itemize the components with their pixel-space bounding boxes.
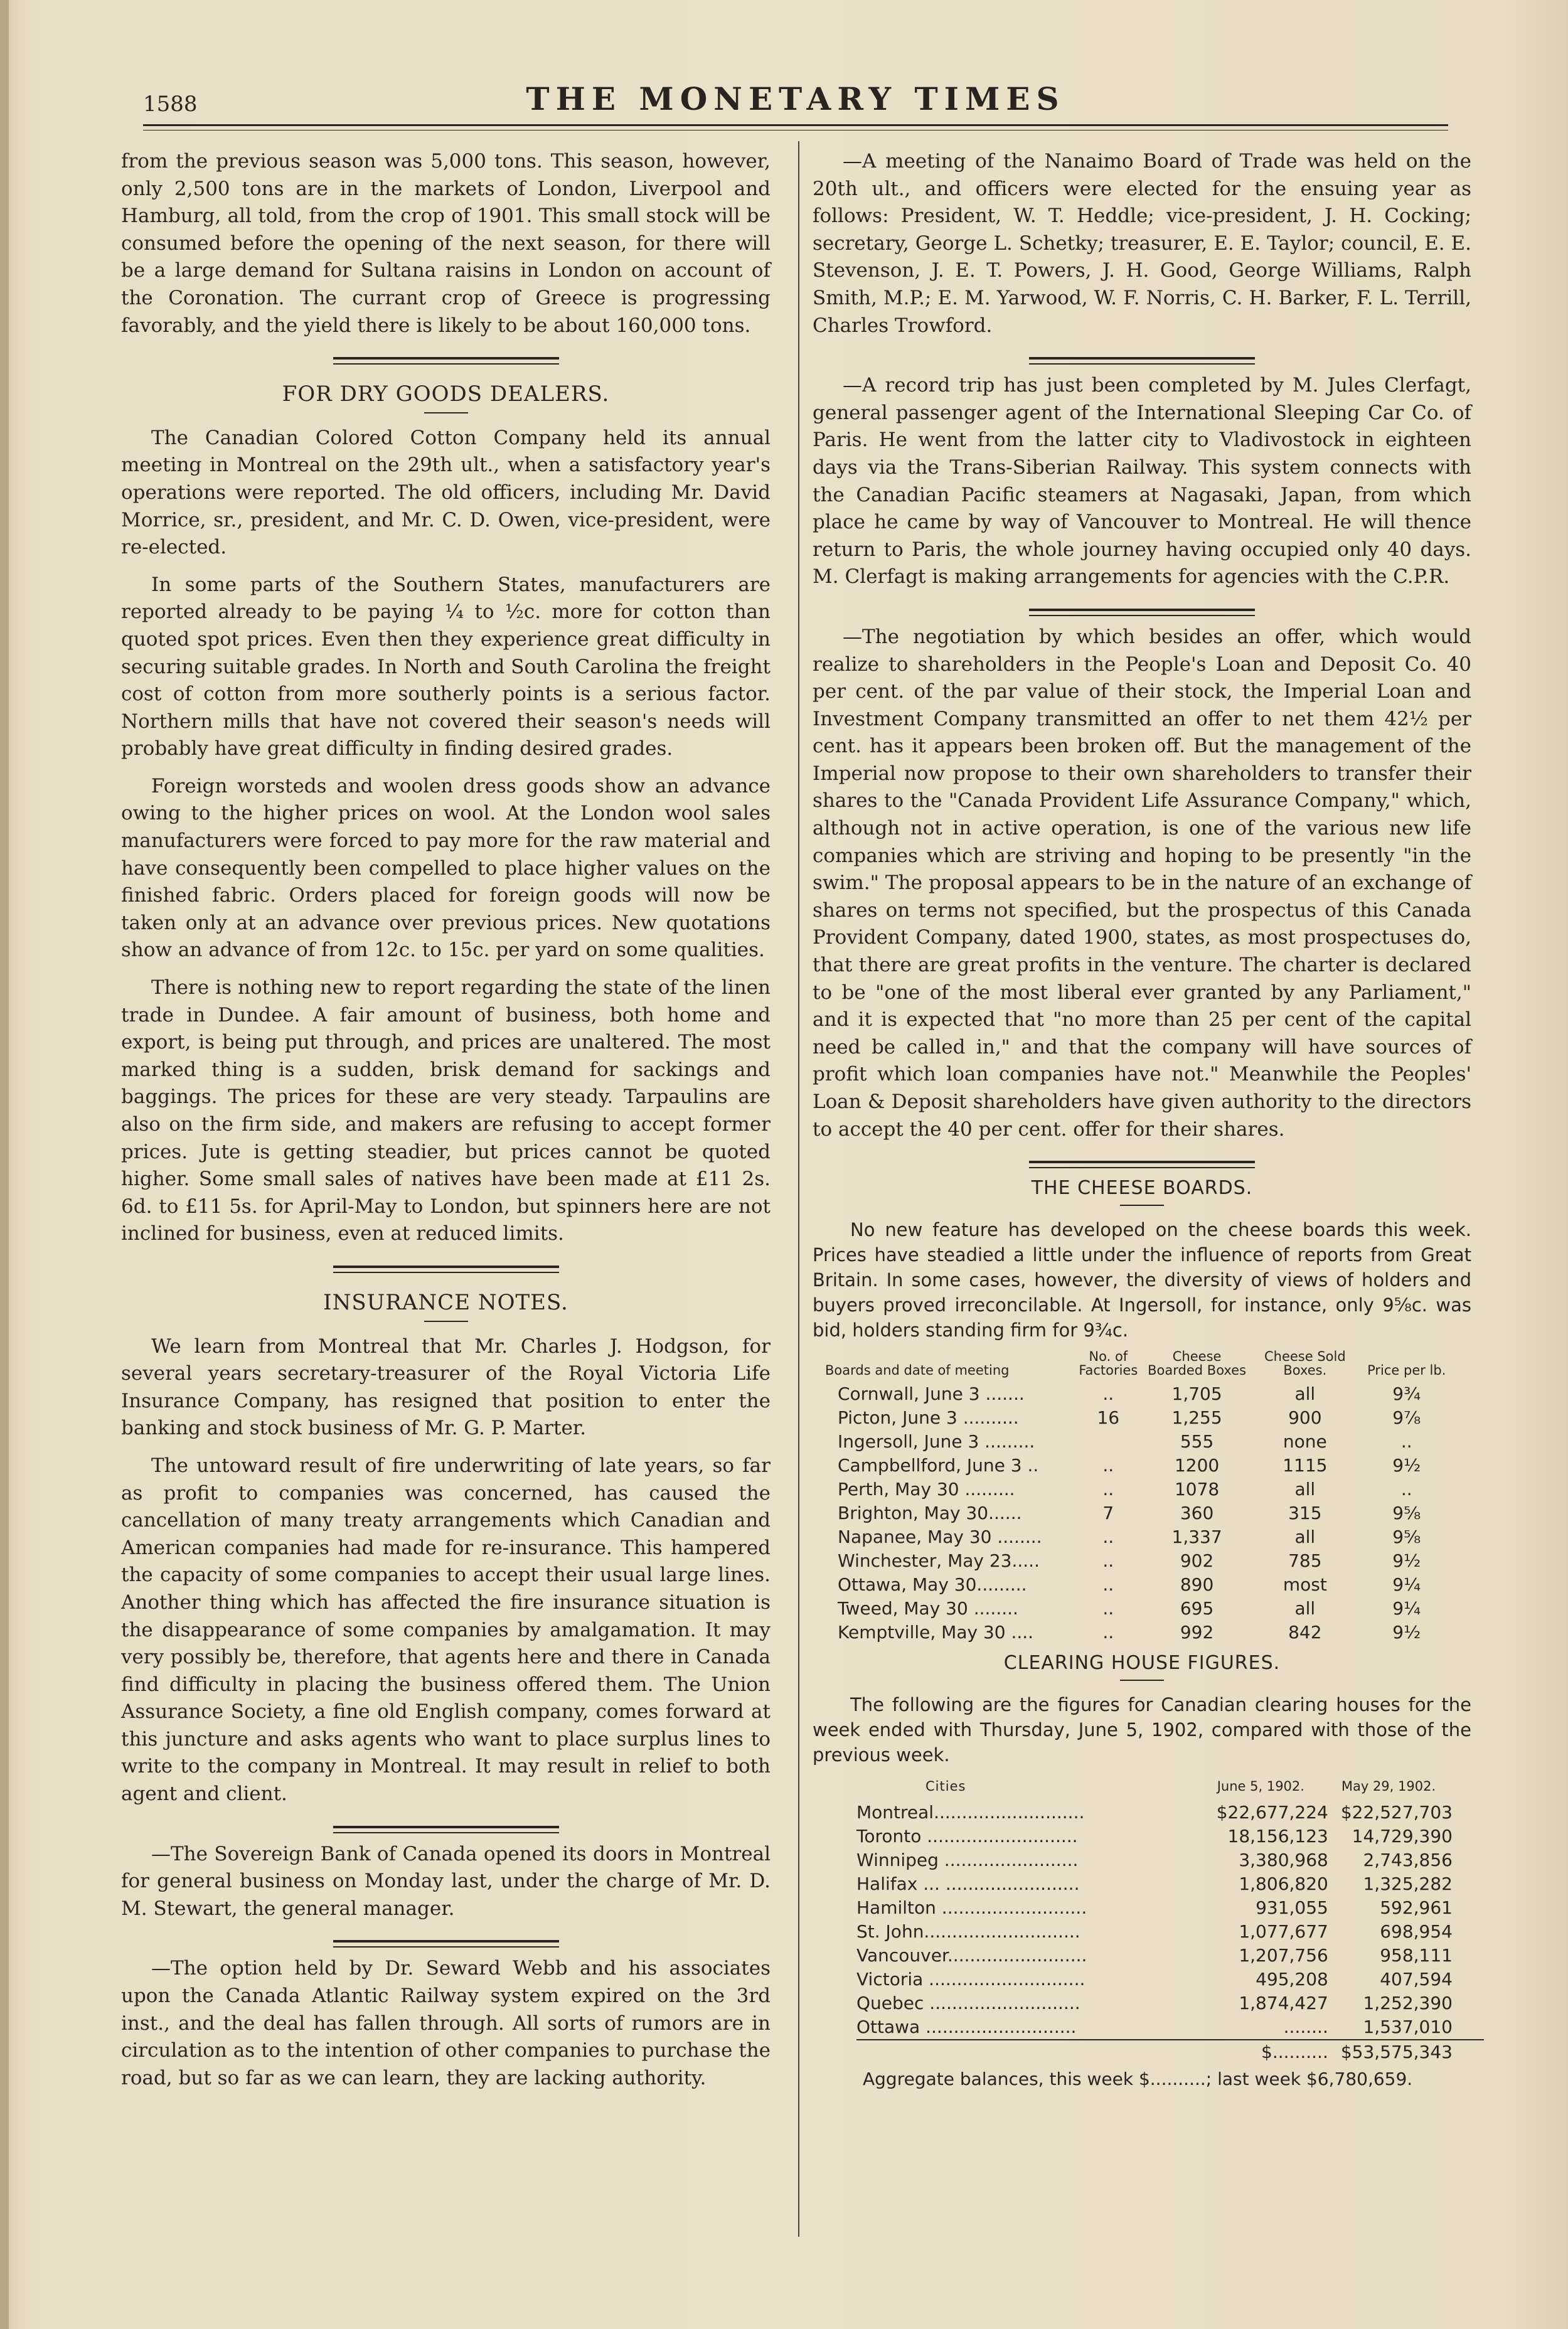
june-value-cell: 1,207,756	[1239, 1945, 1328, 1966]
section-separator	[813, 601, 1471, 624]
may-value-cell: 592,961	[1380, 1897, 1453, 1919]
table-row	[856, 1944, 1484, 1968]
boarded-cell: 1078	[1174, 1479, 1220, 1500]
insurance-heading: INSURANCE NOTES.	[323, 1289, 568, 1315]
boarded-cell: 555	[1180, 1431, 1214, 1452]
right-column	[813, 148, 1471, 2092]
board-cell: Picton, June 3 ..........	[838, 1407, 1019, 1429]
sovereign-bank-paragraph: —The Sovereign Bank of Canada opened its doors in Montreal for general business on Monday last, under the charge of Mr. D. M. Stewart, the general manager.	[121, 1842, 771, 1920]
table-row	[813, 1573, 1453, 1597]
june-value-cell: 1,077,677	[1239, 1921, 1328, 1943]
dry-goods-paragraph: There is nothing new to report regarding the state of the linen trade in Dundee. A fair amount of business, both home and export, is being put through, and prices are unaltered. The most marked thing is a sudden, brisk demand for sackings and baggings. The prices for these are very steady. Tarpaulins are also on the firm side, and makers are refusing to accept former prices. Jute is getting steadier, but prices cannot be quoted higher. Some small sales of natives have been made at £11 2s. 6d. to £11 5s. for April-May to London, but spinners here are not inclined for business, even at reduced limits.	[121, 976, 771, 1245]
section-separator	[121, 1932, 771, 1955]
table-row	[856, 1920, 1484, 1944]
column-header: Price per lb.	[1367, 1363, 1446, 1378]
aggregate-balances: Aggregate balances, this week $..........; last week $6,780,659.	[863, 2069, 1413, 2090]
table-row	[813, 1501, 1453, 1525]
table-row	[813, 1525, 1453, 1549]
table-row	[856, 1848, 1484, 1872]
sold-cell: all	[1294, 1383, 1316, 1405]
section-separator	[121, 1818, 771, 1841]
board-cell: Kemptville, May 30 ....	[838, 1622, 1034, 1643]
factories-cell: ..	[1102, 1455, 1114, 1476]
table-row	[813, 1382, 1453, 1406]
dry-goods-paragraph: In some parts of the Southern States, manufacturers are reported already to be paying ¼ to ½c. more for cotton than quoted spot prices. Even then they experience great difficulty in securing suitable grades. In North and South Carolina the freight cost of cotton from more southerly points is a serious factor. Northern mills that have not covered their season's needs will probably have great difficulty in finding desired grades.	[121, 573, 771, 760]
boarded-cell: 1,255	[1171, 1407, 1222, 1429]
table-row	[856, 1825, 1484, 1848]
sold-cell: 315	[1288, 1503, 1322, 1524]
table-row	[856, 2015, 1484, 2040]
header-rule	[143, 124, 1448, 131]
may-value-cell: 407,594	[1380, 1969, 1453, 1990]
boarded-cell: 1200	[1174, 1455, 1220, 1476]
factories-cell: 16	[1097, 1407, 1120, 1429]
board-cell: Tweed, May 30 ........	[838, 1598, 1018, 1619]
boarded-cell: 360	[1180, 1503, 1214, 1524]
heading-underline	[424, 1321, 468, 1322]
column-header: No. of Factories	[1079, 1349, 1138, 1378]
city-cell: Ottawa ...........................	[856, 2017, 1077, 2038]
factories-cell: ..	[1102, 1574, 1114, 1596]
total-june-cell: $..........	[1217, 2040, 1341, 2064]
sold-cell: 842	[1288, 1622, 1322, 1643]
may-value-cell: 958,111	[1380, 1945, 1453, 1966]
sold-cell: 1115	[1283, 1455, 1328, 1476]
board-cell: Ingersoll, June 3 .........	[838, 1431, 1035, 1452]
table-header-row	[813, 1349, 1453, 1382]
dry-goods-paragraph: Foreign worsteds and woolen dress goods show an advance owing to the higher prices on wool. At the London wool sales manufacturers were forced to pay more for the raw material and have consequently been compelled to place higher values on the finished fabric. Orders placed for foreign goods will now be taken only at an advance over previous prices. New quotations show an advance of from 12c. to 15c. per yard on some qualities.	[121, 774, 771, 962]
table-row	[856, 1968, 1484, 1991]
page-header	[143, 80, 1448, 124]
may-value-cell: 2,743,856	[1363, 1850, 1453, 1871]
city-cell: Victoria ............................	[856, 1969, 1085, 1990]
table-row	[813, 1549, 1453, 1573]
table-row	[813, 1430, 1453, 1454]
factories-cell: ..	[1102, 1527, 1114, 1548]
record-trip-paragraph: —A record trip has just been completed by M. Jules Clerfagt, general passenger agent of the International Sleeping Car Co. of Paris. He went from the latter city to Vladivostock in eighteen days via the Trans-Siberian Railway. This system connects with the Canadian Pacific steamers at Nagasaki, Japan, from which place he came by way of Vancouver to Montreal. He will thence return to Paris, the whole journey having occupied only 40 days. M. Clerfagt is making arrangements for agencies with the C.P.R.	[813, 374, 1471, 589]
heading-underline	[1120, 1205, 1164, 1206]
column-header: Boards and date of meeting	[825, 1363, 1010, 1378]
column-divider	[798, 141, 799, 2237]
june-value-cell: $22,677,224	[1216, 1802, 1328, 1823]
dry-goods-paragraph: The Canadian Colored Cotton Company held its annual meeting in Montreal on the 29th ult., when a satisfactory year's operations were reported. The old officers, including Mr. David Morrice, sr., president, and Mr. C. D. Owen, vice-president, were re-elected.	[121, 426, 771, 559]
price-cell: 9½	[1392, 1550, 1421, 1572]
boarded-cell: 1,705	[1171, 1383, 1222, 1405]
heading-underline	[1120, 1680, 1164, 1681]
boarded-cell: 890	[1180, 1574, 1214, 1596]
column-header: Cheese Sold Boxes.	[1264, 1349, 1346, 1378]
factories-cell: ..	[1102, 1383, 1114, 1405]
table-header-row	[856, 1774, 1484, 1801]
may-value-cell: 1,325,282	[1363, 1873, 1453, 1895]
june-value-cell: 931,055	[1256, 1897, 1328, 1919]
section-separator	[121, 349, 771, 372]
section-separator	[121, 1258, 771, 1281]
dry-goods-heading: FOR DRY GOODS DEALERS.	[282, 381, 610, 407]
nanaimo-paragraph: —A meeting of the Nanaimo Board of Trade was held on the 20th ult., and officers were elected for the ensuing year as follows: President, W. T. Heddle; vice-president, J. H. Cocking; secretary, George L. Schetky; treasurer, E. E. Taylor; council, E. E. Stevenson, J. E. T. Powers, J. H. Good, George Williams, Ralph Smith, M.P.; E. M. Yarwood, W. F. Norris, C. H. Barker, F. L. Terrill, Charles Trowford.	[813, 150, 1471, 337]
sold-cell: all	[1294, 1598, 1316, 1619]
table-row	[813, 1621, 1453, 1644]
sold-cell: all	[1294, 1479, 1316, 1500]
june-value-cell: 1,874,427	[1239, 1993, 1328, 2014]
price-cell: 9½	[1392, 1622, 1421, 1643]
price-cell: 9⅝	[1392, 1527, 1421, 1548]
factories-cell: ..	[1102, 1598, 1114, 1619]
may-value-cell: $22,527,703	[1340, 1802, 1453, 1823]
table-row	[813, 1597, 1453, 1621]
table-row	[856, 1991, 1484, 2015]
price-cell: ..	[1400, 1431, 1412, 1452]
page-spine-shadow	[0, 0, 9, 2329]
june-value-cell: 495,208	[1256, 1969, 1328, 1990]
factories-cell	[1072, 1430, 1145, 1454]
board-cell: Campbellford, June 3 ..	[838, 1455, 1039, 1476]
city-cell: Toronto ...........................	[856, 1826, 1078, 1847]
sold-cell: 785	[1288, 1550, 1322, 1572]
city-cell: Montreal...........................	[856, 1802, 1085, 1823]
column-header: June 5, 1902.	[1217, 1779, 1304, 1794]
may-value-cell: 1,252,390	[1363, 1993, 1453, 2014]
column-header: Cheese Boarded Boxes	[1148, 1349, 1247, 1378]
city-cell: Vancouver.........................	[856, 1945, 1087, 1966]
board-cell: Cornwall, June 3 .......	[838, 1383, 1025, 1405]
factories-cell: ..	[1102, 1550, 1114, 1572]
clearing-intro: The following are the figures for Canadian clearing houses for the week ended with Thursday, June 5, 1902, compared with those of the previous week.	[813, 1694, 1471, 1766]
city-cell: Winnipeg ........................	[856, 1850, 1079, 1871]
cheese-heading: THE CHEESE BOARDS.	[1031, 1177, 1253, 1200]
price-cell: 9¾	[1392, 1383, 1421, 1405]
sold-cell: none	[1283, 1431, 1327, 1452]
june-value-cell: 18,156,123	[1227, 1826, 1328, 1847]
table-row	[813, 1454, 1453, 1478]
clearing-house-table	[856, 1774, 1484, 2064]
june-value-cell: 1,806,820	[1239, 1873, 1328, 1895]
board-cell: Napanee, May 30 ........	[838, 1527, 1042, 1548]
city-cell: Hamilton ..........................	[856, 1897, 1087, 1919]
cheese-intro: No new feature has developed on the cheese boards this week. Prices have steadied a little under the influence of reports from Great Britain. In some cases, however, the diversity of views of holders and buyers proved irreconcilable. At Ingersoll, for instance, only 9⅝c. was bid, holders standing firm for 9¾c.	[813, 1219, 1471, 1341]
table-row	[856, 1896, 1484, 1920]
factories-cell: ..	[1102, 1479, 1114, 1500]
board-cell: Winchester, May 23.....	[838, 1550, 1040, 1572]
boarded-cell: 902	[1180, 1550, 1214, 1572]
boarded-cell: 695	[1180, 1598, 1214, 1619]
table-row	[813, 1406, 1453, 1430]
sold-cell: 900	[1288, 1407, 1322, 1429]
negotiation-paragraph: —The negotiation by which besides an offer, which would realize to shareholders in the People's Loan and Deposit Co. 40 per cent. of the par value of their stock, the Imperial Loan and Investment Company transmitted an offer to net them 42½ per cent. has it appears been broken off. But the management of the Imperial now propose to their own shareholders to transfer their shares to the "Canada Provident Life Assurance Company," which, although not in active operation, is one of the various new life companies which are striving and hoping to be presently "in the swim." The proposal appears to be in the nature of an exchange of shares on terms not specified, but the prospectus of this Canada Provident Company, dated 1900, states, as most prospectuses do, that there are great profits in the venture. The charter is declared to be "one of the most liberal ever granted by any Parliament," and it is expected that "no more than 25 per cent of the capital need be called in," and that the company will have sources of profit which loan companies have not." Meanwhile the Peoples' Loan & Deposit shareholders have given authority to the directors to accept the 40 per cent. offer for their shares.	[813, 625, 1471, 1141]
boarded-cell: 992	[1180, 1622, 1214, 1643]
page-number: 1588	[143, 92, 198, 117]
price-cell: ..	[1400, 1479, 1412, 1500]
total-may-cell: $53,575,343	[1341, 2040, 1484, 2064]
total-row	[856, 2040, 1484, 2064]
table-row	[856, 1872, 1484, 1896]
heading-underline	[424, 412, 468, 413]
board-cell: Perth, May 30 .........	[838, 1479, 1015, 1500]
masthead-title: THE MONETARY TIMES	[526, 80, 1065, 117]
cheese-section	[813, 1176, 1471, 2092]
june-value-cell: 3,380,968	[1239, 1850, 1328, 1871]
price-cell: 9⅞	[1392, 1407, 1421, 1429]
column-header: May 29, 1902.	[1341, 1779, 1436, 1794]
factories-cell: ..	[1102, 1622, 1114, 1643]
column-header: Cities	[925, 1779, 966, 1794]
raisin-continuation-paragraph: from the previous season was 5,000 tons. This season, however, only 2,500 tons are in the markets of London, Liverpool and Hamburg, all told, from the crop of 1901. This small stock will be consumed before the opening of the next season, for there will be a large demand for Sultana raisins in London on account of the Coronation. The currant crop of Greece is progressing favorably, and the yield there is likely to be about 160,000 tons.	[121, 150, 771, 337]
board-cell: Brighton, May 30......	[838, 1503, 1022, 1524]
canada-atlantic-paragraph: —The option held by Dr. Seward Webb and his associates upon the Canada Atlantic Railway system expired on the 3rd inst., and the deal has fallen through. All sorts of rumors are in circulation as to the intention of other companies to purchase the road, but so far as we can learn, they are lacking authority.	[121, 1957, 771, 2089]
city-cell: Halifax ... ........................	[856, 1873, 1080, 1895]
sold-cell: most	[1283, 1574, 1327, 1596]
sold-cell: all	[1294, 1527, 1316, 1548]
board-cell: Ottawa, May 30.........	[838, 1574, 1027, 1596]
table-row	[856, 1801, 1484, 1825]
may-value-cell: 14,729,390	[1352, 1826, 1453, 1847]
price-cell: 9¼	[1392, 1574, 1421, 1596]
left-column	[121, 148, 771, 2102]
section-separator	[813, 1153, 1471, 1176]
table-row	[813, 1478, 1453, 1501]
price-cell: 9½	[1392, 1455, 1421, 1476]
insurance-paragraph: The untoward result of fire underwriting of late years, so far as profit to companies was concerned, has caused the cancellation of many treaty arrangements which Canadian and American companies had made for re-insurance. This hampered the capacity of some companies to accept their usual large lines. Another thing which has affected the fire insurance situation is the disappearance of some companies by amalgamation. It may very possibly be, therefore, that agents here and there in Canada find difficulty in placing the business offered them. The Union Assurance Society, a fine old English company, comes forward at this juncture and asks agents who want to place surplus lines to write to the company in Montreal. It may result in relief to both agent and client.	[121, 1454, 771, 1806]
price-cell: 9⅝	[1392, 1503, 1421, 1524]
city-cell: Quebec ...........................	[856, 1993, 1080, 2014]
boarded-cell: 1,337	[1171, 1527, 1222, 1548]
may-value-cell: 698,954	[1380, 1921, 1453, 1943]
insurance-paragraph: We learn from Montreal that Mr. Charles J. Hodgson, for several years secretary-treasurer of the Royal Victoria Life Insurance Company, has resigned that position to enter the banking and stock business of Mr. G. P. Marter.	[121, 1335, 771, 1440]
factories-cell: 7	[1102, 1503, 1114, 1524]
cheese-boards-table	[813, 1349, 1453, 1644]
price-cell: 9¼	[1392, 1598, 1421, 1619]
section-separator	[813, 349, 1471, 372]
total-label-cell	[856, 2040, 1217, 2064]
city-cell: St. John............................	[856, 1921, 1080, 1943]
june-value-cell: ........	[1283, 2017, 1328, 2038]
may-value-cell: 1,537,010	[1363, 2017, 1453, 2038]
clearing-heading: CLEARING HOUSE FIGURES.	[1003, 1652, 1281, 1675]
